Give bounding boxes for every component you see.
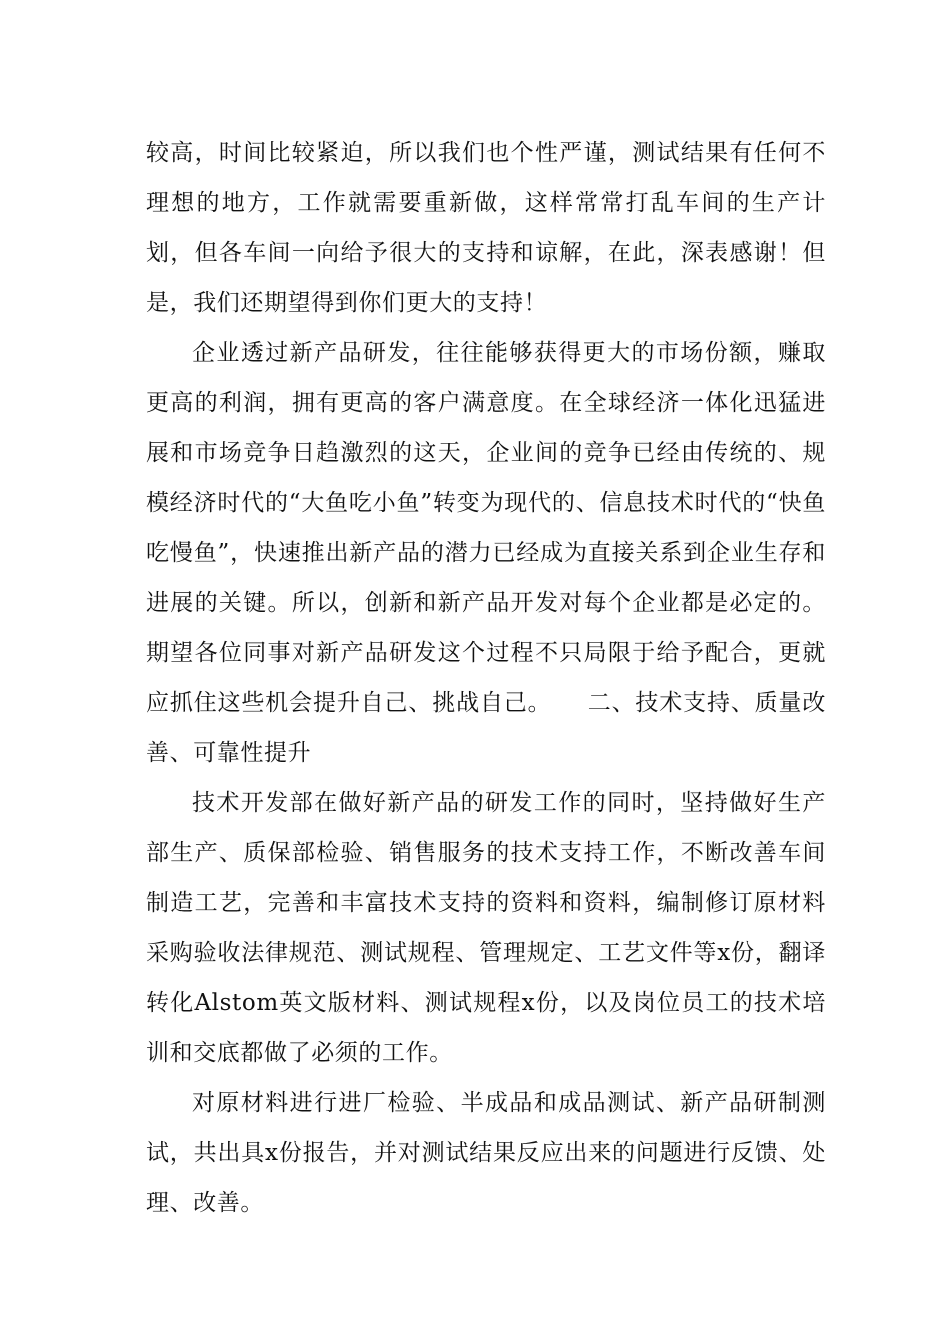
paragraph-testing xyxy=(146,1078,826,1228)
paragraph-technical-support xyxy=(146,778,826,1078)
paragraph-text: 企业透过新产品研发，往往能够获得更大的市场份额，赚取更高的利润，拥有更高的客户满意度。在全球经济一体化迅猛进展和市场竞争日趋激烈的这天，企业间的竞争已经由传统的、规模经济时代的“大鱼吃小鱼”转变为现代的、信息技术时代的“快鱼吃慢鱼”，快速推出新产品的潜力已经成为直接关系到企业生存和进展的关键。所以，创新和新产品开发对每个企业都是必定的。期望各位同事对新产品研发这个过程不只局限于给予配合，更就应抓住这些机会提升自己、挑战自己。 二、技术支持、质量改善、可靠性提升 xyxy=(146,340,826,766)
paragraph-text: 对原材料进行进厂检验、半成品和成品测试、新产品研制测试，共出具x份报告，并对测试结果反应出来的问题进行反馈、处理、改善。 xyxy=(146,1090,826,1216)
paragraph-continuation xyxy=(146,128,826,328)
paragraph-new-product-rd xyxy=(146,328,826,778)
paragraph-text: 技术开发部在做好新产品的研发工作的同时，坚持做好生产部生产、质保部检验、销售服务的技术支持工作，不断改善车间制造工艺，完善和丰富技术支持的资料和资料，编制修订原材料采购验收法律规范、测试规程、管理规定、工艺文件等x份，翻译转化Alstom英文版材料、测试规程x份，以及岗位员工的技术培训和交底都做了必须的工作。 xyxy=(146,790,826,1066)
paragraph-text: 较高，时间比较紧迫，所以我们也个性严谨，测试结果有任何不理想的地方，工作就需要重新做，这样常常打乱车间的生产计划，但各车间一向给予很大的支持和谅解，在此，深表感谢！但是，我们还期望得到你们更大的支持！ xyxy=(146,140,826,316)
